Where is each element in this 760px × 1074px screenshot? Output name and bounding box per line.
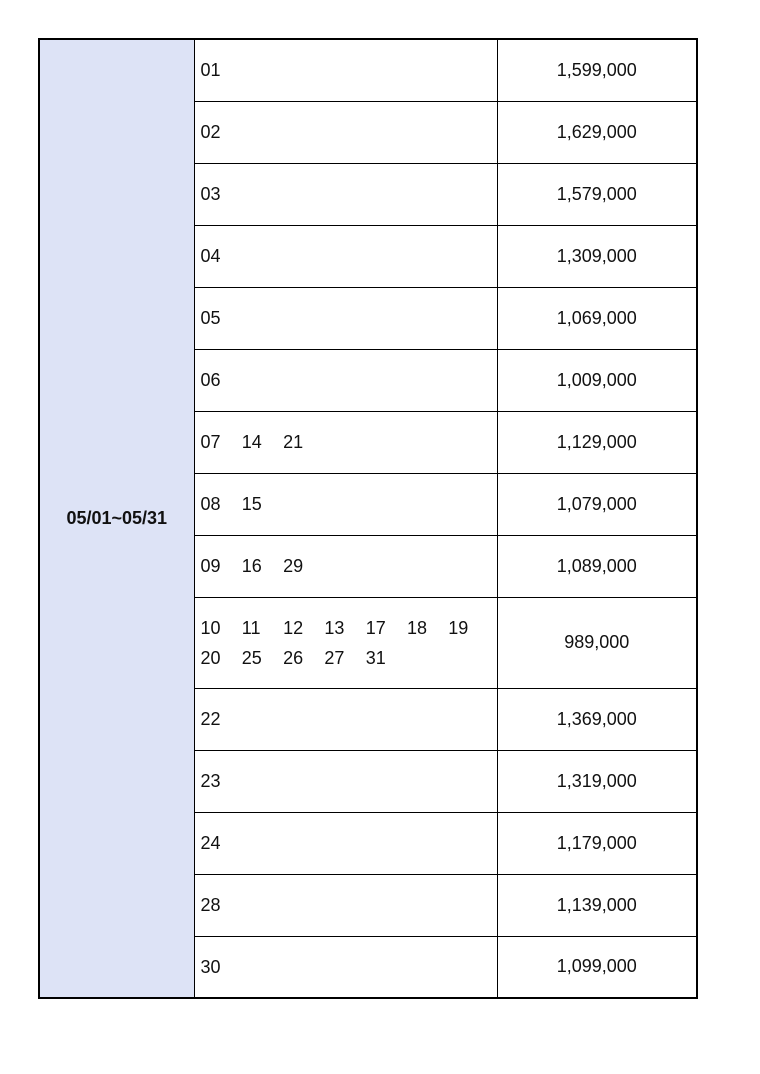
- dates-cell: [194, 812, 497, 874]
- dates-cell: [194, 39, 497, 101]
- departure-day: 10: [200, 617, 221, 638]
- departure-day: 29: [283, 556, 304, 576]
- departure-day: 24: [200, 833, 221, 853]
- departure-day: 06: [200, 370, 221, 390]
- dates-cell: [194, 874, 497, 936]
- dates-cell: [194, 287, 497, 349]
- price-cell: 1,079,000: [497, 473, 697, 535]
- dates-cell: [194, 597, 497, 688]
- dates-cell: [194, 101, 497, 163]
- departure-day: 04: [200, 246, 221, 266]
- dates-cell: [194, 936, 497, 998]
- dates-cell: [194, 163, 497, 225]
- price-cell: 1,089,000: [497, 535, 697, 597]
- date-line: [201, 117, 497, 147]
- date-line: [201, 890, 497, 920]
- price-cell: 1,139,000: [497, 874, 697, 936]
- date-line: [201, 828, 497, 858]
- dates-cell: [194, 349, 497, 411]
- price-cell: 1,099,000: [497, 936, 697, 998]
- departure-day: 08: [200, 494, 221, 514]
- date-line: [201, 643, 497, 673]
- departure-day: 25: [241, 647, 262, 668]
- date-line: [201, 613, 497, 643]
- dates-cell: [194, 225, 497, 287]
- date-line: [201, 489, 497, 519]
- departure-day: 14: [241, 432, 262, 452]
- dates-cell: [194, 411, 497, 473]
- departure-day: 15: [241, 494, 262, 514]
- departure-day: 09: [200, 556, 221, 576]
- price-cell: 1,369,000: [497, 688, 697, 750]
- price-cell: 1,599,000: [497, 39, 697, 101]
- period-cell: 05/01~05/31: [39, 39, 194, 998]
- dates-cell: [194, 750, 497, 812]
- departure-day: 28: [200, 895, 221, 915]
- price-table-body: [39, 39, 697, 998]
- departure-day: 27: [324, 647, 345, 668]
- departure-day: 31: [365, 647, 386, 668]
- price-cell: 1,309,000: [497, 225, 697, 287]
- price-cell: 1,179,000: [497, 812, 697, 874]
- dates-cell: [194, 688, 497, 750]
- table-row: [39, 39, 697, 101]
- price-cell: 1,129,000: [497, 411, 697, 473]
- departure-day: 01: [200, 60, 221, 81]
- date-line: [201, 704, 497, 734]
- date-line: [201, 241, 497, 271]
- departure-day: 21: [283, 432, 304, 452]
- price-cell: 1,009,000: [497, 349, 697, 411]
- date-line: [201, 365, 497, 395]
- departure-day: 17: [365, 617, 386, 638]
- departure-day: 23: [200, 771, 221, 791]
- date-line: [201, 303, 497, 333]
- departure-day: 12: [283, 617, 304, 638]
- departure-day: 11: [241, 617, 261, 638]
- date-line: [201, 551, 497, 581]
- price-cell: 1,579,000: [497, 163, 697, 225]
- departure-day: 26: [283, 647, 304, 668]
- departure-day: 16: [241, 556, 262, 576]
- departure-day: 05: [200, 308, 221, 328]
- price-table: [38, 38, 698, 999]
- date-line: [201, 55, 497, 85]
- departure-day: 07: [200, 432, 221, 452]
- date-line: [201, 179, 497, 209]
- date-line: [201, 766, 497, 796]
- dates-cell: [194, 473, 497, 535]
- departure-day: 03: [200, 184, 221, 204]
- price-cell: 1,319,000: [497, 750, 697, 812]
- departure-day: 19: [448, 617, 469, 638]
- departure-day: 30: [200, 956, 221, 977]
- dates-cell: [194, 535, 497, 597]
- date-line: [201, 952, 497, 982]
- price-cell: 1,629,000: [497, 101, 697, 163]
- departure-day: 13: [324, 617, 345, 638]
- departure-day: 02: [200, 122, 221, 142]
- departure-day: 22: [200, 709, 221, 729]
- price-cell: 989,000: [497, 597, 697, 688]
- date-line: [201, 427, 497, 457]
- price-cell: 1,069,000: [497, 287, 697, 349]
- departure-day: 20: [200, 647, 221, 668]
- departure-day: 18: [406, 617, 428, 638]
